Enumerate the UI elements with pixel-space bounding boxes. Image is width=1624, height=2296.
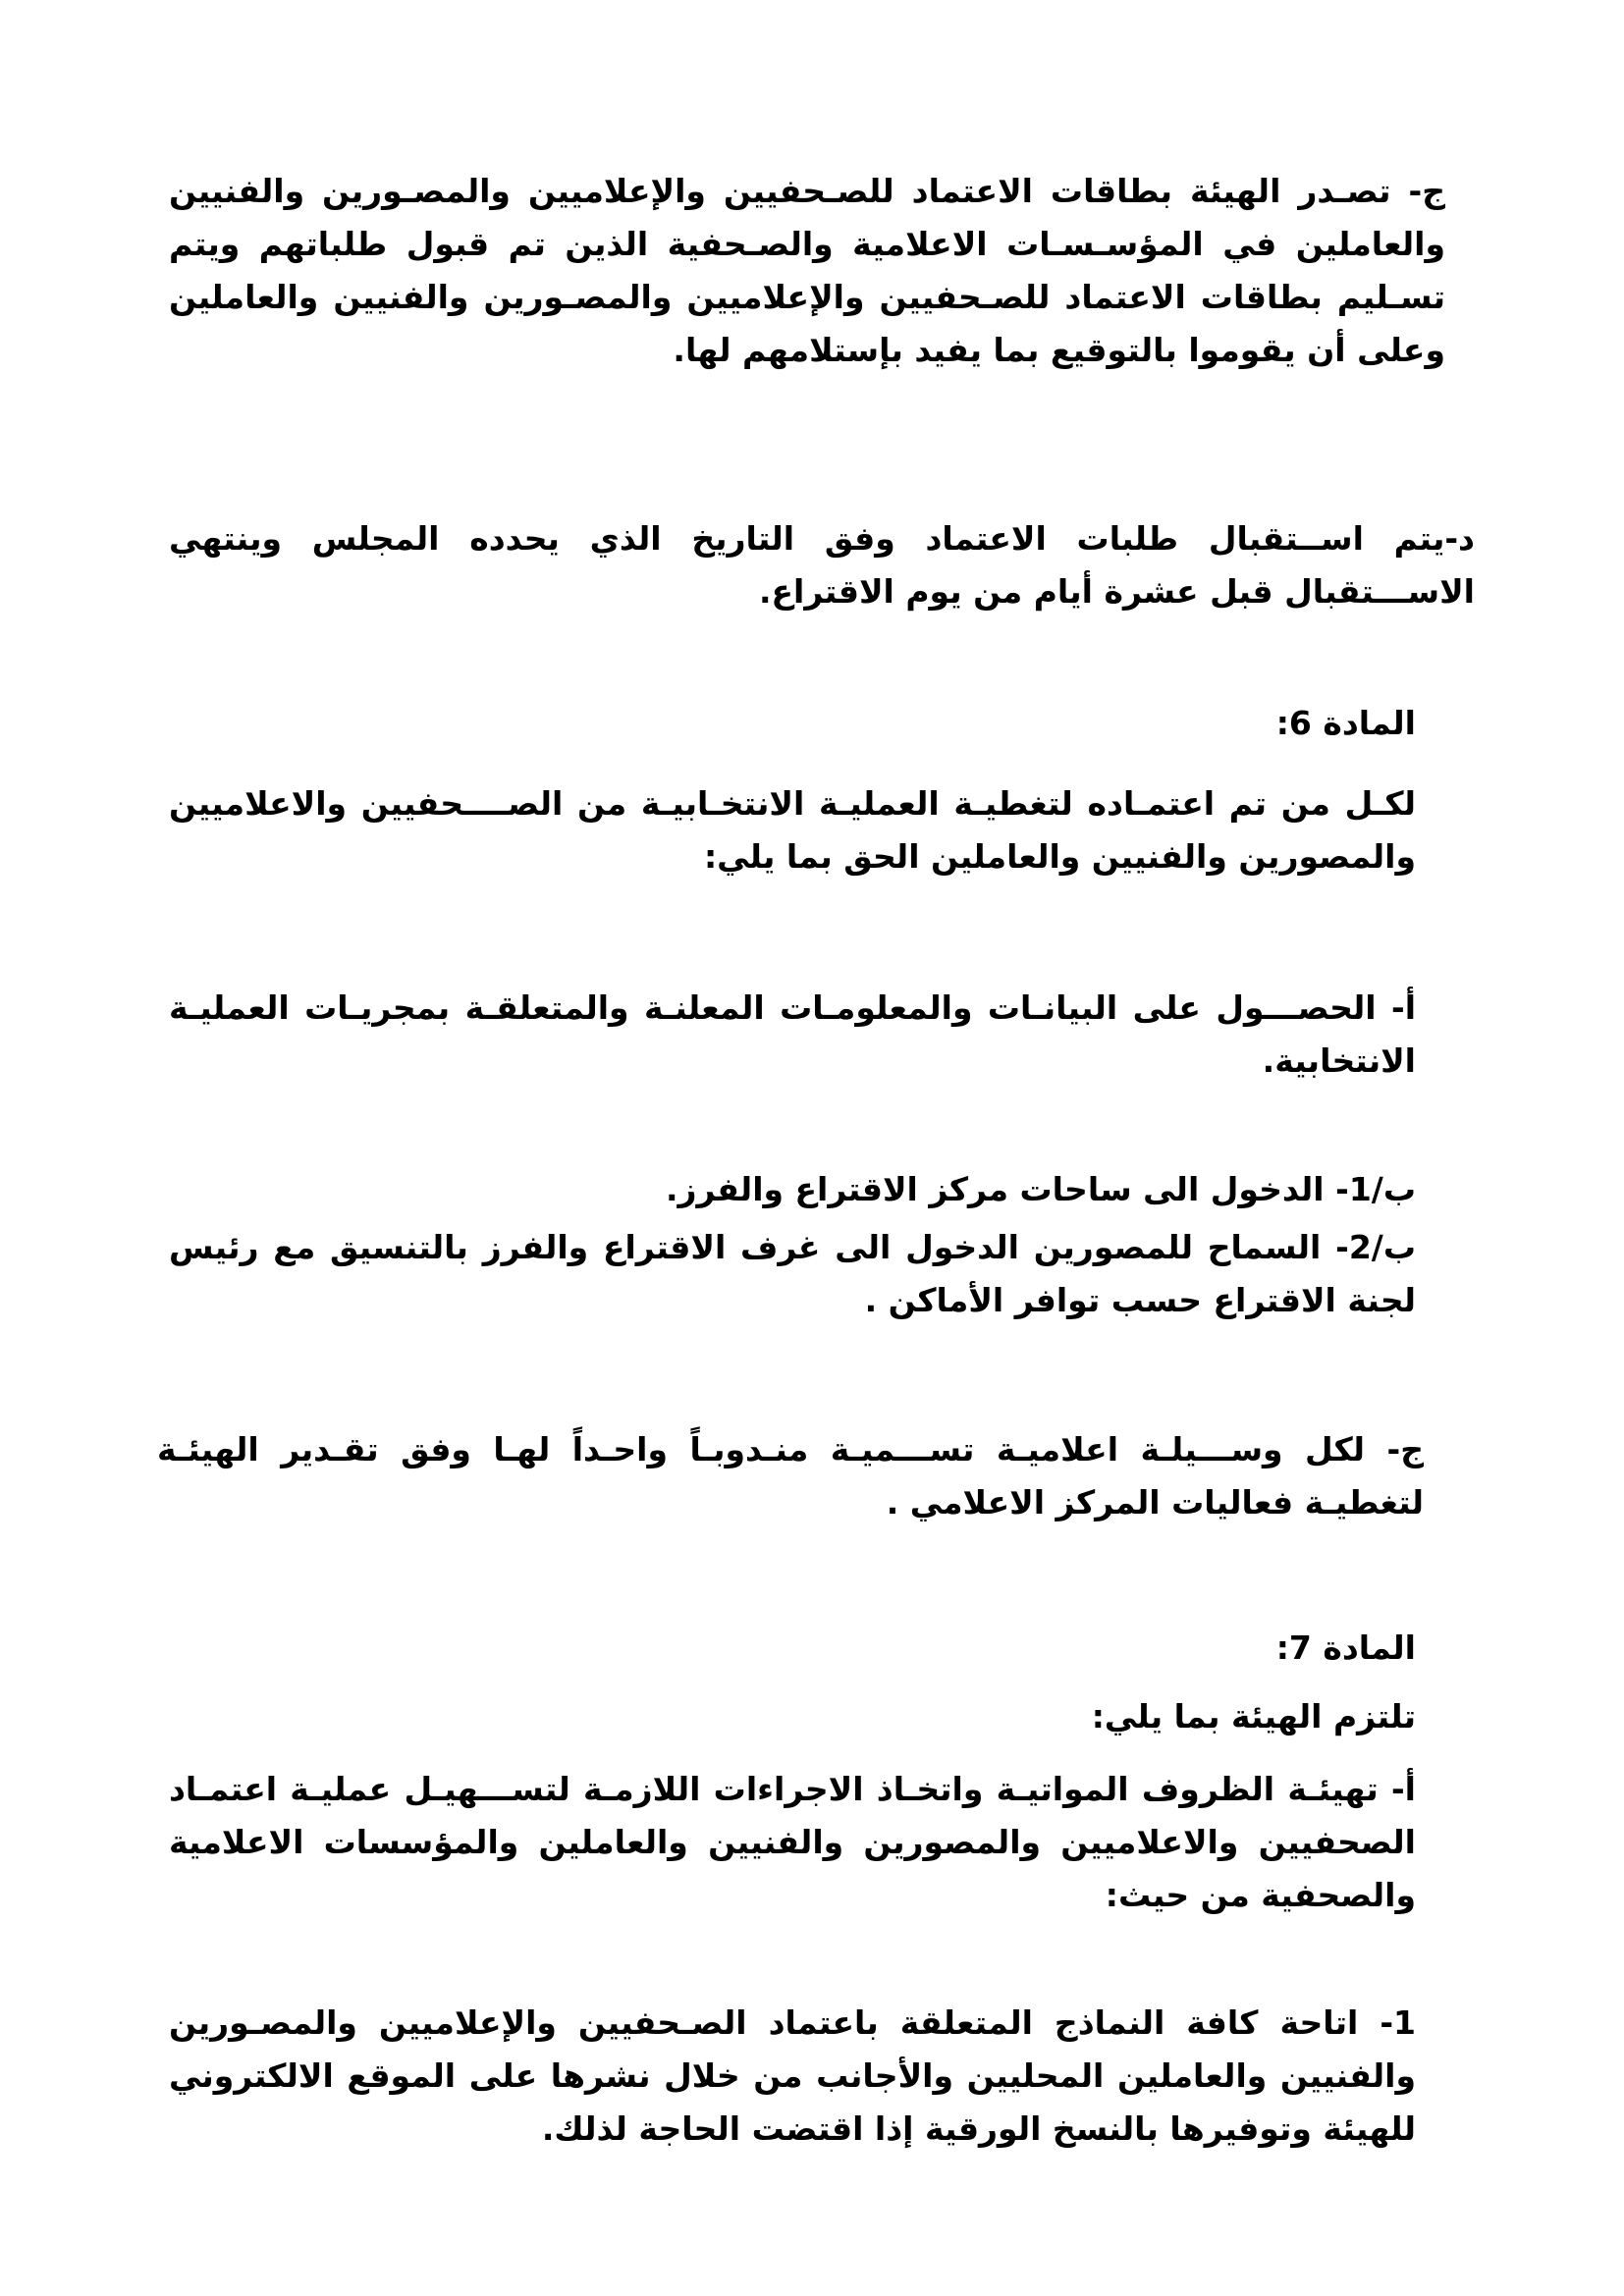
article-7-item-a: أ- تهيئـة الظروف المواتيـة واتخـاذ الاجراءات اللازمـة لتســـهيـل عمليـة اعتمـاد الصحفيين والاعلاميين والمصورين والفنيين والعاملين والمؤسسات الاعلامية والصحفية من حيث: — [169, 1770, 1416, 1914]
article-6-intro: لكـل من تم اعتمـاده لتغطيـة العمليـة الانتخـابيـة من الصــــحفيين والاعلاميين والمصورين والفنيين والعاملين الحق بما يلي: — [169, 784, 1416, 876]
article-6-item-a: أ- الحصـــول على البيانـات والمعلومـات المعلنـة والمتعلقـة بمجريـات العمليـة الانتخابية. — [169, 988, 1416, 1080]
paragraph-d-receiving-applications: د-يتم اســتقبال طلبات الاعتماد وفق التاريخ الذي يحدده المجلس وينتهي الاســـتقبال قبل عشرة أيام من يوم الاقتراع. — [169, 519, 1475, 611]
article-6-item-b1: ب/1- الدخول الى ساحات مركز الاقتراع والفرز. — [665, 1170, 1416, 1208]
article-6-item-j: ج- لكل وســـيلـة اعلاميـة تســـميـة منـدوبـاً واحـداً لهـا وفق تقـدير الهيئـة لتغطيـة فعاليات المركز الاعلامي . — [157, 1430, 1424, 1522]
article-6-heading: المادة 6: — [1275, 704, 1416, 742]
article-6-item-b2: ب/2- السماح للمصورين الدخول الى غرف الاقتراع والفرز بالتنسيق مع رئيس لجنة الاقتراع حسب توافر الأماكن . — [169, 1228, 1416, 1319]
paragraph-j-accreditation-cards: ج- تصـدر الهيئة بطاقات الاعتماد للصـحفيين والإعلاميين والمصـورين والفنيين والعاملين في المؤسـسـات الاعلامية والصـحفية الذين تم قبول طلباتهم ويتم تسـليم بطاقات الاعتماد للصـحفيين والإعلاميين والمصـورين والفنيين والعاملين وعلى أن يقوموا بالتوقيع بما يفيد بإستلامهم لها. — [169, 172, 1445, 369]
article-7-heading: المادة 7: — [1275, 1629, 1416, 1667]
article-7-item-1: 1- اتاحة كافة النماذج المتعلقة باعتماد الصـحفيين والإعلاميين والمصـورين والفنيين والعاملين المحليين والأجانب من خلال نشرها على الموقع الالكتروني للهيئة وتوفيرها بالنسخ الورقية إذا اقتضت الحاجة لذلك. — [169, 2003, 1416, 2148]
article-7-intro: تلتزم الهيئة بما يلي: — [1091, 1697, 1416, 1735]
